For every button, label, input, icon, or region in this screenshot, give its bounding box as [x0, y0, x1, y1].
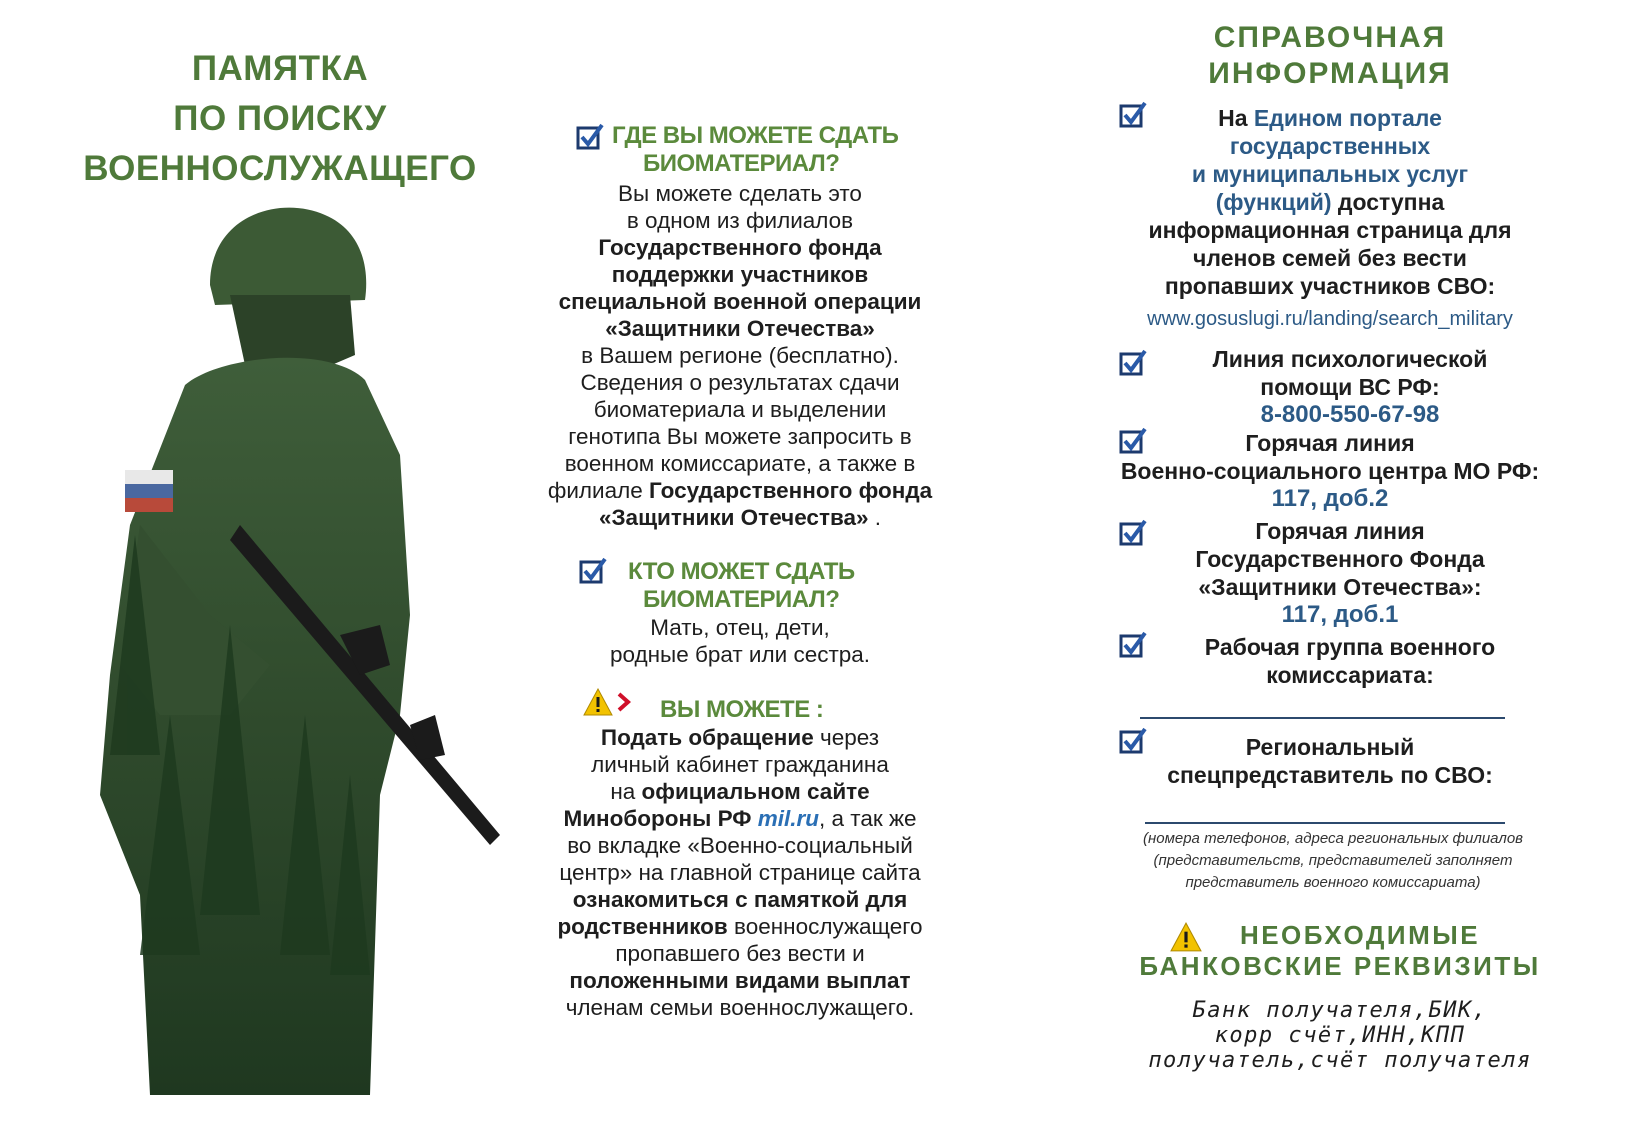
text-line: (представительств, представителей заполняет	[1153, 852, 1513, 869]
phone-number: 8-800-550-67-98	[1260, 401, 1440, 428]
text-span: .	[868, 505, 882, 530]
text-line: помощи ВС РФ:	[1260, 374, 1440, 400]
text-span: официальном сайте	[641, 779, 870, 804]
text-span: Минобороны РФ	[563, 806, 758, 831]
text-line: родные брат или сестра.	[609, 642, 871, 667]
title-line: БАНКОВСКИЕ РЕКВИЗИТЫ	[1139, 951, 1541, 981]
gosuslugi-url-link[interactable]: www.gosuslugi.ru/landing/search_military	[1147, 308, 1513, 330]
mil-ru-link[interactable]: mil.ru	[757, 806, 820, 831]
text-line	[535, 504, 945, 531]
text-line: Банк получателя,БИК,	[1192, 998, 1488, 1023]
text-span: , а так же	[819, 806, 917, 831]
title-line: НЕОБХОДИМЫЕ	[1239, 920, 1481, 950]
text-line: членам семьи военнослужащего.	[565, 995, 915, 1020]
workgroup-info	[1150, 633, 1550, 689]
can-text	[535, 724, 945, 1021]
text-span: доступна	[1331, 189, 1445, 215]
text-line: Мать, отец, дети,	[650, 615, 830, 640]
text-line: военном комиссариате, а также в	[564, 451, 916, 476]
text-line: пропавших участников СВО:	[1164, 273, 1496, 299]
where-heading-line2: БИОМАТЕРИАЛ?	[643, 150, 840, 177]
text-span: «Защитники Отечества»	[598, 505, 869, 530]
text-line: «Защитники Отечества»	[605, 316, 875, 341]
phone-number: 117, доб.1	[1281, 601, 1399, 628]
checkbox-check-icon	[1118, 348, 1148, 378]
social-center-info	[1110, 429, 1550, 513]
text-line: Региональный	[1245, 734, 1415, 760]
reference-title	[1110, 20, 1550, 92]
title-line: ПО ПОИСКУ	[173, 99, 387, 138]
title-line: ИНФОРМАЦИЯ	[1208, 57, 1452, 90]
chevron-right-icon	[617, 692, 631, 712]
checkbox-check-icon	[578, 556, 608, 586]
text-line: генотипа Вы можете запросить в	[568, 424, 912, 449]
text-line: Горячая линия	[1255, 518, 1425, 544]
title-line: ВОЕННОСЛУЖАЩЕГО	[83, 149, 477, 188]
text-line: корр счёт,ИНН,КПП	[1214, 1023, 1466, 1048]
portal-info	[1110, 104, 1550, 300]
psych-line-info	[1150, 345, 1550, 429]
text-line: личный кабинет гражданина	[591, 752, 889, 777]
where-text	[535, 180, 945, 531]
checkbox-check-icon	[575, 122, 605, 152]
who-heading-line2: БИОМАТЕРИАЛ?	[643, 586, 840, 613]
phone-number: 117, доб.2	[1271, 485, 1389, 512]
text-span: на	[610, 779, 642, 804]
who-text	[535, 614, 945, 668]
text-span: (функций)	[1215, 189, 1332, 215]
where-heading-line1: ГДЕ ВЫ МОЖЕТЕ СДАТЬ	[612, 122, 899, 149]
text-line	[535, 913, 945, 940]
text-line: поддержки участников	[611, 262, 869, 287]
text-line: ознакомиться с памяткой для	[572, 887, 908, 912]
text-line	[535, 477, 945, 504]
warning-icon	[583, 688, 613, 716]
text-line	[1110, 104, 1550, 132]
fund-line-info	[1130, 517, 1550, 629]
fill-note	[1118, 828, 1548, 894]
bank-details-text	[1120, 998, 1560, 1073]
text-line: Государственного Фонда	[1195, 546, 1485, 572]
text-line: Сведения о результатах сдачи	[580, 370, 900, 395]
text-line: Военно-социального центра МО РФ:	[1120, 458, 1540, 484]
text-line	[535, 724, 945, 751]
text-line: информационная страница для	[1148, 217, 1512, 243]
text-line: Линия психологической	[1212, 346, 1488, 372]
text-line: центр» на главной странице сайта	[559, 860, 921, 885]
text-line	[1110, 188, 1550, 216]
text-span: Подать обращение	[600, 725, 814, 750]
text-line: биоматериала и выделении	[593, 397, 887, 422]
text-line: членов семей без вести	[1193, 245, 1467, 271]
can-heading: ВЫ МОЖЕТЕ :	[660, 696, 824, 723]
fill-in-line[interactable]	[1140, 717, 1505, 719]
title-line: ПАМЯТКА	[191, 49, 369, 88]
who-heading-line1: КТО МОЖЕТ СДАТЬ	[628, 558, 855, 585]
text-span: Государственного фонда	[649, 478, 933, 503]
bank-details-heading	[1130, 920, 1550, 982]
text-line: получатель,счёт получателя	[1148, 1048, 1532, 1073]
text-line: Государственного фонда	[598, 235, 882, 260]
text-line: представитель военного комиссариата)	[1185, 874, 1481, 891]
text-line: в Вашем регионе (бесплатно).	[581, 343, 899, 368]
text-line	[535, 778, 945, 805]
page-title	[70, 44, 490, 194]
title-line: СПРАВОЧНАЯ	[1213, 21, 1447, 54]
text-line: положенными видами выплат	[569, 968, 911, 993]
regional-info	[1120, 733, 1540, 789]
text-line: «Защитники Отечества»:	[1198, 574, 1482, 600]
text-line: комиссариата:	[1266, 662, 1434, 688]
text-span: На	[1218, 105, 1254, 131]
text-line: (номера телефонов, адреса региональных филиалов	[1143, 830, 1523, 847]
text-span: филиале	[547, 478, 649, 503]
text-span: родственников	[557, 914, 728, 939]
text-line: и муниципальных услуг	[1191, 161, 1469, 187]
fill-in-line[interactable]	[1145, 822, 1505, 824]
text-line: пропавшего без вести и	[615, 941, 865, 966]
text-line: Вы можете сделать это	[618, 181, 862, 206]
text-line	[535, 805, 945, 832]
text-line: Горячая линия	[1245, 430, 1415, 456]
text-line: специальной военной операции	[558, 289, 922, 314]
text-line: во вкладке «Военно-социальный	[567, 833, 913, 858]
text-line: в одном из филиалов	[626, 208, 854, 233]
text-line: государственных	[1229, 133, 1431, 159]
checkbox-check-icon	[1118, 630, 1148, 660]
text-span: Едином портале	[1253, 105, 1442, 131]
text-line: спецпредставитель по СВО:	[1167, 762, 1493, 788]
text-span: военнослужащего	[727, 914, 923, 939]
soldier-silhouette-image	[80, 195, 540, 1095]
text-span: через	[813, 725, 880, 750]
text-line: Рабочая группа военного	[1204, 634, 1496, 660]
